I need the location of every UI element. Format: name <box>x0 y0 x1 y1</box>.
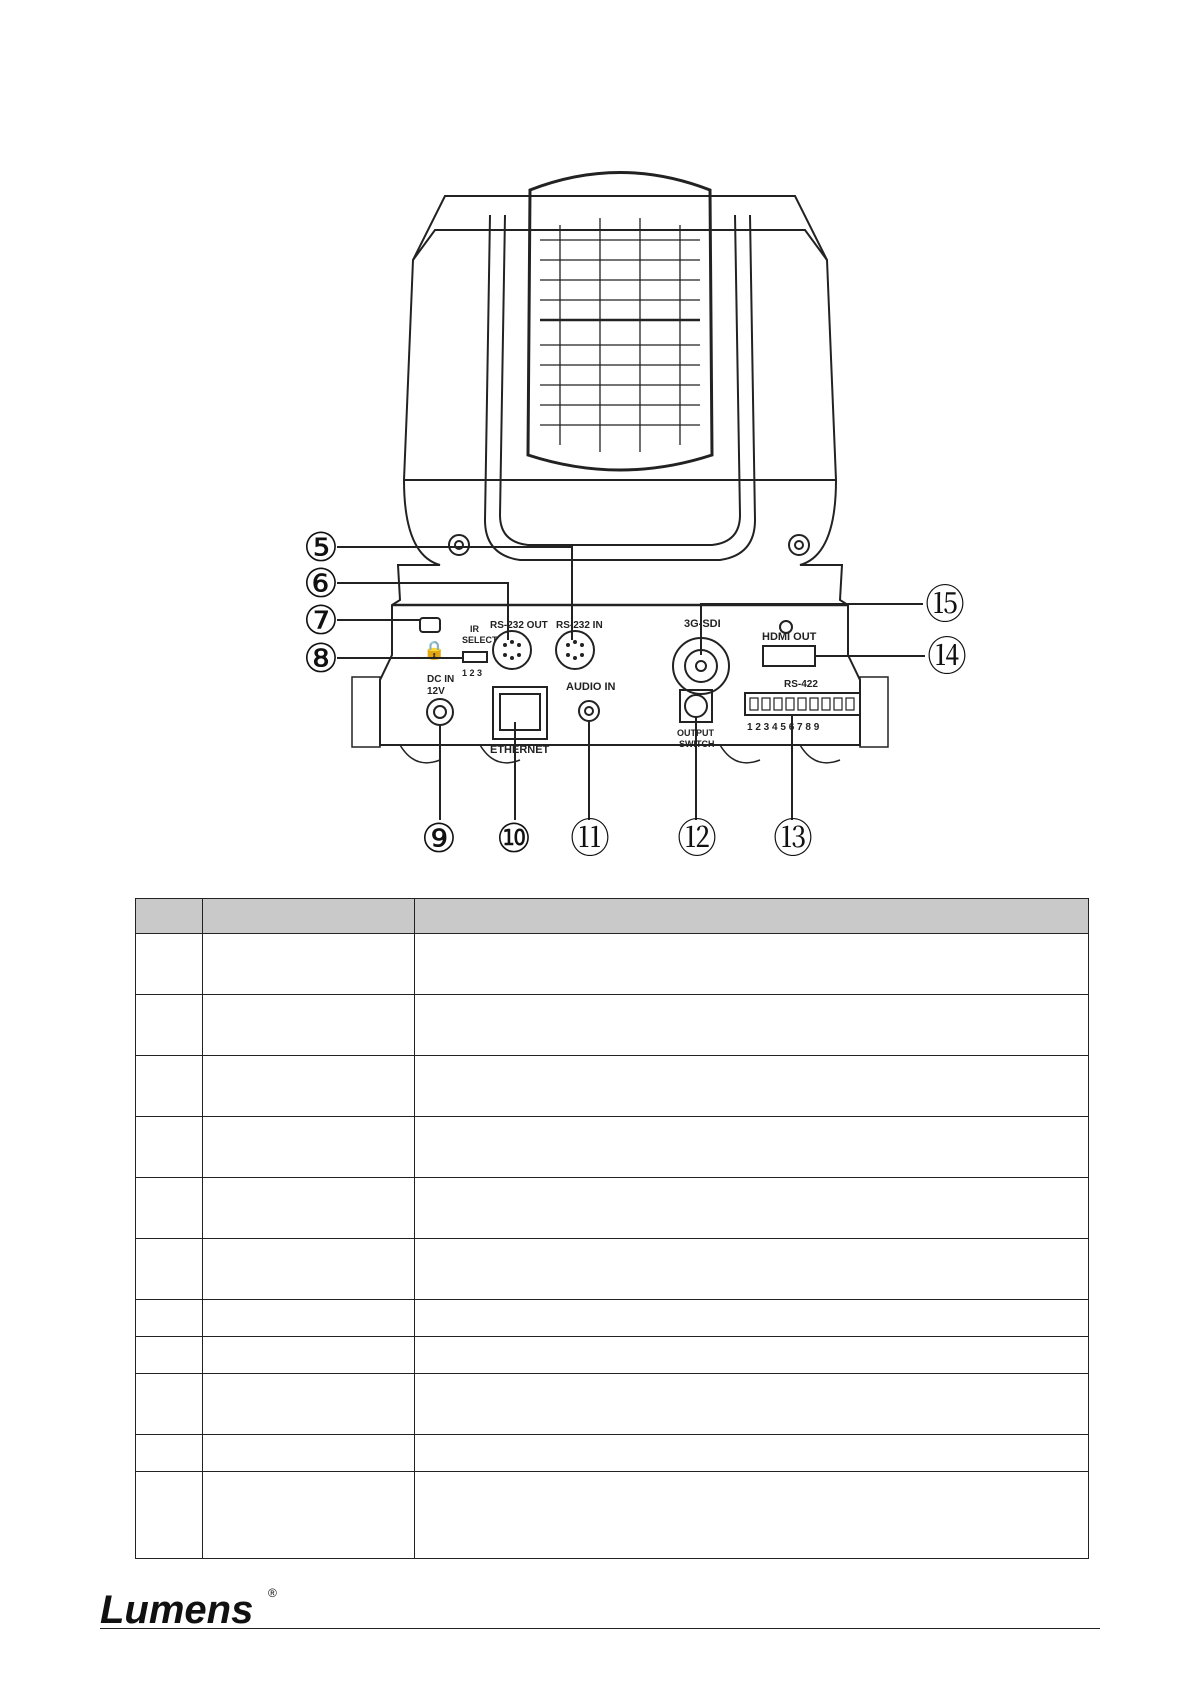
table-cell-description <box>415 1239 1089 1300</box>
callout-13: ⑬ <box>773 816 813 862</box>
table-cell-item <box>203 1337 415 1374</box>
ir-select-switch <box>463 652 487 662</box>
table-cell-item <box>203 1472 415 1559</box>
table-row <box>136 995 1089 1056</box>
camera-yoke <box>485 215 755 560</box>
table-cell-no <box>136 1435 203 1472</box>
screw-left-icon <box>449 535 469 555</box>
rs422-pins-label: 1 2 3 4 5 6 7 8 9 <box>747 722 820 733</box>
kensington-lock-icon <box>420 618 440 632</box>
table-cell-description <box>415 995 1089 1056</box>
connector-description-table <box>135 898 1089 1559</box>
table-cell-no <box>136 1056 203 1117</box>
lumens-logo <box>100 1583 300 1633</box>
audio-in-label: AUDIO IN <box>566 681 616 693</box>
table-cell-no <box>136 1337 203 1374</box>
footer-divider <box>100 1628 1100 1629</box>
callout-5: ⑤ <box>303 525 339 571</box>
table-cell-item <box>203 1239 415 1300</box>
table-cell-item <box>203 1056 415 1117</box>
callout-11: ⑪ <box>570 816 610 862</box>
table-cell-no <box>136 1239 203 1300</box>
registered-mark: ® <box>268 1586 277 1600</box>
table-cell-item <box>203 1435 415 1472</box>
table-row <box>136 1300 1089 1337</box>
output-switch-label: OUTPUT <box>677 728 714 738</box>
callout-15: ⑮ <box>925 582 965 628</box>
table-row <box>136 1056 1089 1117</box>
rs232-out-label: RS-232 OUT <box>490 620 548 631</box>
hdmi-port-icon <box>763 646 815 666</box>
table-cell-no <box>136 1178 203 1239</box>
table-row <box>136 1435 1089 1472</box>
table-row <box>136 1117 1089 1178</box>
table-cell-no <box>136 1117 203 1178</box>
table-cell-description <box>415 1435 1089 1472</box>
dc-in-voltage-label: 12V <box>427 686 445 697</box>
vent-grille <box>540 218 700 452</box>
sdi-label: 3G-SDI <box>684 618 721 630</box>
table-cell-description <box>415 934 1089 995</box>
table-cell-description <box>415 1117 1089 1178</box>
table-row <box>136 1337 1089 1374</box>
table-cell-item <box>203 934 415 995</box>
callout-6: ⑥ <box>303 561 339 607</box>
header-item <box>203 899 415 934</box>
rs232-out-port-icon <box>493 631 531 669</box>
callout-12: ⑫ <box>677 816 717 862</box>
table-cell-description <box>415 1300 1089 1337</box>
callout-7: ⑦ <box>303 598 339 644</box>
output-switch-label-2: SWITCH <box>679 739 715 749</box>
table-cell-item <box>203 1117 415 1178</box>
table-cell-no <box>136 995 203 1056</box>
table-cell-no <box>136 1374 203 1435</box>
rs422-label: RS-422 <box>784 679 818 690</box>
header-description <box>415 899 1089 934</box>
table-cell-description <box>415 1337 1089 1374</box>
ethernet-label: ETHERNET <box>490 744 550 756</box>
dc-in-jack-icon <box>427 699 453 725</box>
callout-10: ⑩ <box>496 816 532 862</box>
table-header-row <box>136 899 1089 934</box>
table-cell-description <box>415 1178 1089 1239</box>
rs232-in-label: RS-232 IN <box>556 620 603 631</box>
dc-in-label: DC IN <box>427 674 455 685</box>
callout-14: ⑭ <box>927 634 967 680</box>
table-row <box>136 1239 1089 1300</box>
hdmi-out-label: HDMI OUT <box>762 631 817 643</box>
audio-in-jack-icon <box>579 701 599 721</box>
header-no <box>136 899 203 934</box>
table-cell-item <box>203 995 415 1056</box>
table-cell-description <box>415 1374 1089 1435</box>
table-cell-item <box>203 1178 415 1239</box>
ir-select-label-2: SELECT <box>462 635 498 645</box>
table-cell-no <box>136 934 203 995</box>
table-cell-no <box>136 1472 203 1559</box>
table-cell-description <box>415 1056 1089 1117</box>
table-row <box>136 1374 1089 1435</box>
screw-right-icon <box>789 535 809 555</box>
callout-8: ⑧ <box>303 636 339 682</box>
table-cell-item <box>203 1300 415 1337</box>
table-cell-no <box>136 1300 203 1337</box>
table-row <box>136 1178 1089 1239</box>
table-cell-description <box>415 1472 1089 1559</box>
table-row <box>136 934 1089 995</box>
brand-name: Lumens <box>100 1588 254 1632</box>
ir-positions-label: 1 2 3 <box>462 668 483 678</box>
table-cell-item <box>203 1374 415 1435</box>
table-row <box>136 1472 1089 1559</box>
lock-glyph-icon: 🔒 <box>423 640 446 660</box>
callout-9: ⑨ <box>421 816 457 862</box>
rs232-in-port-icon <box>556 631 594 669</box>
ir-select-label: IR <box>470 624 479 634</box>
